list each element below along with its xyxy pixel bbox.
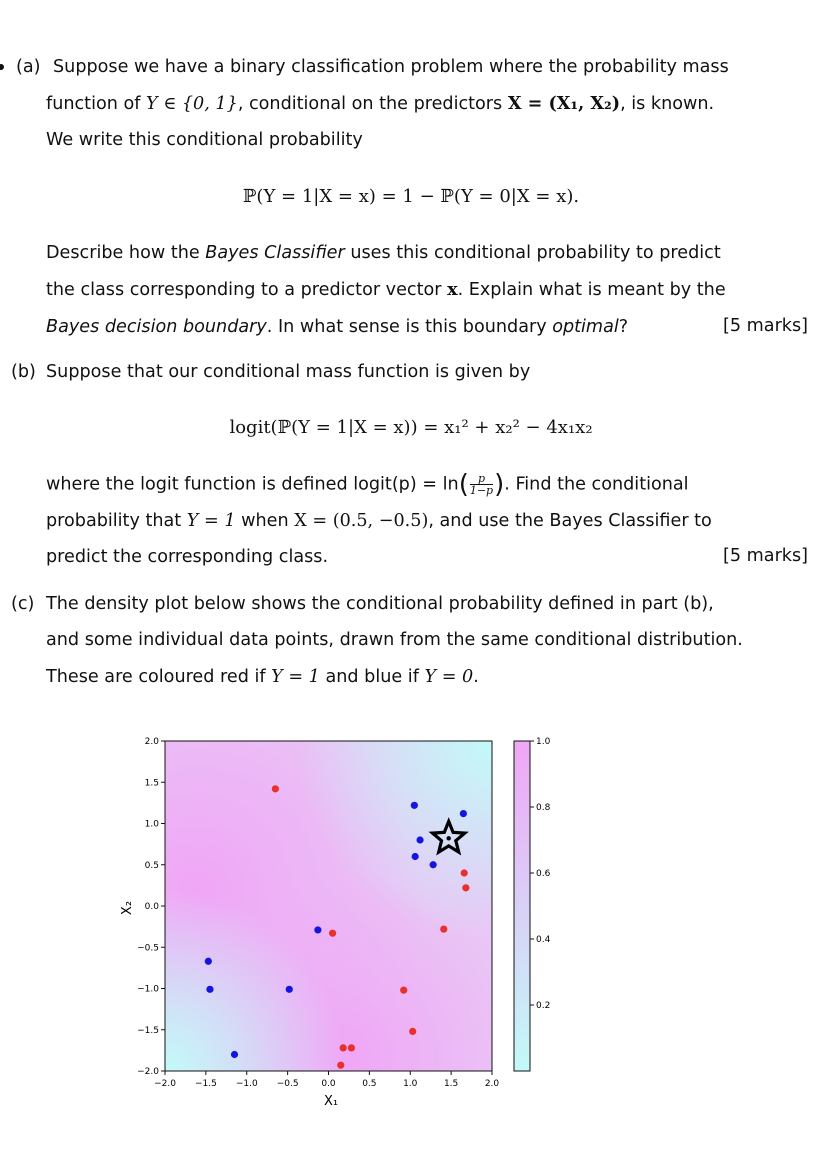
bullet-icon bbox=[0, 64, 4, 70]
part-b-line1: Suppose that our conditional mass function is given by bbox=[46, 362, 531, 382]
part-a-desc3: Bayes decision boundary. In what sense is this boundary optimal? bbox=[46, 317, 629, 337]
colorbar-tick-label: 0.8 bbox=[536, 803, 551, 813]
part-b-marks: [5 marks] bbox=[723, 546, 809, 566]
data-point-blue bbox=[231, 1051, 238, 1058]
data-point-blue bbox=[205, 958, 212, 965]
part-b-line4: predict the corresponding class. bbox=[46, 547, 329, 567]
density-plot bbox=[0, 720, 822, 1140]
data-point-blue bbox=[416, 836, 423, 843]
y-tick-label: −0.5 bbox=[137, 943, 159, 954]
data-point-red bbox=[400, 987, 407, 994]
colorbar bbox=[514, 741, 530, 1071]
part-c-line2: and some individual data points, drawn from the same conditional distribution. bbox=[46, 630, 743, 650]
x-tick-label: 0.0 bbox=[321, 1079, 336, 1089]
x-tick-label: −1.5 bbox=[194, 1079, 217, 1089]
part-a-line3: We write this conditional probability bbox=[46, 130, 363, 150]
data-point-red bbox=[409, 1028, 416, 1035]
y-tick-label: −2.0 bbox=[137, 1067, 159, 1077]
part-a-desc2: the class corresponding to a predictor vector x. Explain what is meant by the bbox=[46, 279, 726, 300]
part-b-equation: logit(ℙ(Y = 1|X = x)) = x₁² + x₂² − 4x₁x₂ bbox=[229, 417, 593, 438]
x-axis-label: X₁ bbox=[323, 1094, 339, 1109]
data-point-red bbox=[462, 884, 469, 891]
part-c-label: (c) bbox=[11, 594, 35, 614]
colorbar-ticks bbox=[530, 737, 551, 1011]
data-point-blue bbox=[430, 861, 437, 868]
y-tick-label: −1.5 bbox=[137, 1025, 159, 1036]
part-b-line2: where the logit function is defined logit(p) = ln( $\frac{p}{1-p}$ ). Find the conditional bbox=[46, 469, 689, 500]
y-tick-label: 1.5 bbox=[144, 778, 159, 789]
data-point-red bbox=[272, 785, 279, 792]
x-tick-label: 1.0 bbox=[403, 1079, 418, 1089]
colorbar-tick-label: 0.2 bbox=[536, 1001, 551, 1011]
y-tick-label: −1.0 bbox=[137, 984, 159, 995]
part-a-label: (a) bbox=[0, 56, 41, 78]
star-center bbox=[446, 836, 450, 840]
data-point-blue bbox=[286, 986, 293, 993]
part-a-line1: Suppose we have a binary classification problem where the probability mass bbox=[53, 57, 729, 77]
density-field bbox=[165, 741, 492, 1071]
part-a-desc1: Describe how the Bayes Classifier uses this conditional probability to predict bbox=[46, 243, 721, 263]
data-point-red bbox=[348, 1044, 355, 1051]
x-tick-label: 2.0 bbox=[484, 1079, 500, 1089]
part-c-line1: The density plot below shows the conditional probability defined in part (b), bbox=[46, 594, 714, 614]
data-point-blue bbox=[412, 853, 419, 860]
y-tick-label: 2.0 bbox=[144, 737, 159, 747]
data-point-red bbox=[337, 1062, 344, 1069]
part-b-line3: probability that Y = 1 when X = (0.5, −0.5), and use the Bayes Classifier to bbox=[46, 511, 712, 531]
x-tick-label: −0.5 bbox=[276, 1079, 299, 1089]
part-a-equation: ℙ(Y = 1|X = x) = 1 − ℙ(Y = 0|X = x). bbox=[242, 186, 580, 207]
x-axis bbox=[154, 1071, 499, 1089]
data-point-blue bbox=[206, 986, 213, 993]
y-tick-label: 1.0 bbox=[144, 819, 159, 830]
x-tick-label: −1.0 bbox=[235, 1079, 258, 1089]
y-axis-label: X₂ bbox=[120, 900, 135, 916]
part-b-label: (b) bbox=[11, 362, 36, 382]
x-tick-label: −2.0 bbox=[154, 1079, 176, 1089]
data-point-red bbox=[440, 926, 447, 933]
x-tick-label: 1.5 bbox=[443, 1079, 459, 1089]
y-axis bbox=[137, 737, 165, 1077]
x-tick-label: 0.5 bbox=[362, 1079, 377, 1089]
y-tick-label: 0.5 bbox=[144, 860, 159, 871]
y-tick-label: 0.0 bbox=[144, 902, 159, 912]
colorbar-tick-label: 0.4 bbox=[536, 935, 551, 945]
data-point-red bbox=[340, 1044, 347, 1051]
colorbar-tick-label: 1.0 bbox=[536, 737, 551, 747]
part-a-marks: [5 marks] bbox=[723, 316, 809, 336]
data-point-blue bbox=[411, 802, 418, 809]
part-a-line2: function of Y ∈ {0, 1}, conditional on the predictors X = (X₁, X₂), is known. bbox=[46, 93, 715, 114]
data-point-blue bbox=[314, 926, 321, 933]
colorbar-tick-label: 0.6 bbox=[536, 869, 551, 879]
data-point-blue bbox=[460, 810, 467, 817]
part-c-line3: These are coloured red if Y = 1 and blue if Y = 0. bbox=[46, 667, 479, 687]
data-point-red bbox=[461, 869, 468, 876]
data-point-red bbox=[329, 930, 336, 937]
